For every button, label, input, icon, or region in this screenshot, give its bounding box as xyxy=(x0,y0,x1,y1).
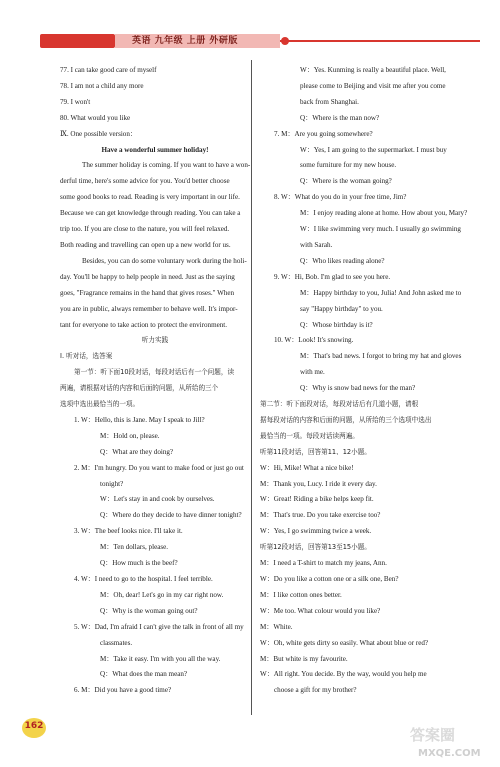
text-line: The summer holiday is coming. If you want to have a won- xyxy=(82,161,251,170)
text-line: 80. What would you like xyxy=(60,113,131,122)
text-line: Q：What does the man mean? xyxy=(100,670,188,679)
text-line: 听第11段对话，回答第11、12小题。 xyxy=(260,447,371,456)
text-line: Q：What are they doing? xyxy=(100,447,174,456)
text-line: Q：How much is the beef? xyxy=(100,559,178,568)
text-line: 5. W：Dad, I'm afraid I can't give the talk in front of all my xyxy=(74,622,244,631)
text-line: M：Take it easy. I'm with you all the way. xyxy=(100,654,221,663)
text-line: M：Thank you, Lucy. I ride it every day. xyxy=(260,479,377,488)
text-line: W：Hi, Mike! What a nice bike! xyxy=(260,463,354,472)
watermark-bottom: MXQE.COM xyxy=(418,748,481,759)
text-line: Ⅰ. 听对话，选答案 xyxy=(60,352,113,361)
text-line: Q：Where is the woman going? xyxy=(300,177,392,186)
text-line: 8. W：What do you do in your free time, Jim? xyxy=(274,193,407,202)
text-line: W：All right. You decide. By the way, would you help me xyxy=(260,670,427,679)
text-line: Both reading and travelling can open up a new world for us. xyxy=(60,240,231,249)
text-line: 据每段对话的内容和后面的问题，从所给的三个选项中选出 xyxy=(260,415,432,424)
header-red-tab xyxy=(40,34,115,48)
text-line: say "Happy birthday" to you. xyxy=(300,304,383,313)
text-line: Because we can get knowledge through reading. You can take a xyxy=(60,209,241,218)
text-line: back from Shanghai. xyxy=(300,97,359,106)
page-number-badge xyxy=(18,718,50,740)
text-line: W：Yes, I go swimming twice a week. xyxy=(260,527,372,536)
text-line: please come to Beijing and visit me after you come xyxy=(300,81,446,90)
text-line: 4. W：I need to go to the hospital. I feel terrible. xyxy=(74,575,213,583)
text-line: 第一节：听下面10段对话，每段对话后有一个问题，读 xyxy=(74,368,235,377)
text-line: 78. I am not a child any more xyxy=(60,81,144,90)
text-line: 最恰当的一项。每段对话读两遍。 xyxy=(260,431,359,440)
text-line: M：Ten dollars, please. xyxy=(100,543,169,552)
header-subject: 英语 九年级 上册 外研版 xyxy=(132,36,238,46)
text-line: M：I enjoy reading alone at home. How about you, Mary? xyxy=(300,209,468,218)
text-line: Q：Why is snow bad news for the man? xyxy=(300,384,416,393)
text-line: classmates. xyxy=(100,638,133,647)
text-line: you are in public, always remember to behave well. It's impor- xyxy=(60,304,238,313)
text-line: goes, "Fragrance remains in the hand that gives roses." When xyxy=(60,288,235,297)
text-line: some good books to read. Reading is very important in our life. xyxy=(60,193,240,202)
text-line: Q：Where is the man now? xyxy=(300,113,380,122)
text-line: 79. I won't xyxy=(60,97,91,106)
watermark-top: 答案圈 xyxy=(410,726,456,744)
text-line: M：Oh, dear! Let's go in my car right now. xyxy=(100,590,224,599)
text-line: 77. I can take good care of myself xyxy=(60,66,157,74)
text-line: derful time, here's some advice for you. You'd better choose xyxy=(60,177,230,186)
header-rule xyxy=(280,40,480,42)
text-line: Q：Whose birthday is it? xyxy=(300,320,373,329)
text-line: M：Hold on, please. xyxy=(100,431,160,440)
text-line: 7. M：Are you going somewhere? xyxy=(274,129,373,138)
text-line: 听力实践 xyxy=(141,336,169,345)
text-line: M：That's true. Do you take exercise too? xyxy=(260,511,381,520)
text-line: W：Do you like a cotton one or a silk one, Ben? xyxy=(260,575,399,583)
text-line: M：Happy birthday to you, Julia! And John asked me to xyxy=(300,288,462,297)
text-line: 10. W：Look! It's snowing. xyxy=(274,336,354,345)
watermark xyxy=(410,724,498,764)
text-line: M：White. xyxy=(260,622,293,631)
text-line: choose a gift for my brother? xyxy=(274,686,357,695)
text-line: Besides, you can do some voluntary work during the holi- xyxy=(82,256,247,265)
text-line: W：Yes. Kunming is really a beautiful place. Well, xyxy=(300,66,446,74)
text-line: Q：Why is the woman going out? xyxy=(100,606,198,615)
text-line: trip too. If you are close to the nature, you will feel relaxed. xyxy=(60,225,230,234)
text-line: W：I like swimming very much. I usually go swimming xyxy=(300,225,461,234)
text-line: 1. W：Hello, this is Jane. May I speak to Jill? xyxy=(74,415,205,424)
text-line: day. You'll be happy to help people in need. Just as the saying xyxy=(60,272,235,281)
text-line: M：That's bad news. I forgot to bring my hat and gloves xyxy=(300,352,462,361)
text-line: Have a wonderful summer holiday! xyxy=(101,145,209,154)
text-line: 2. M：I'm hungry. Do you want to make food or just go out xyxy=(74,463,244,472)
page-header xyxy=(0,0,500,58)
text-line: W：Oh, white gets dirty so easily. What about blue or red? xyxy=(260,638,429,647)
text-line: tant for everyone to take action to protect the environment. xyxy=(60,320,228,329)
text-line: 两遍，请根据对话的内容和后面的问题，从所给的三个 xyxy=(60,384,219,393)
text-line: W：Yes, I am going to the supermarket. I must buy xyxy=(300,145,447,154)
right-column xyxy=(260,63,490,699)
text-line: W：Great! Riding a bike helps keep fit. xyxy=(260,495,374,504)
text-line: M：I need a T-shirt to match my jeans, Ann. xyxy=(260,559,387,568)
text-line: Q：Who likes reading alone? xyxy=(300,256,385,265)
column-divider xyxy=(251,60,252,715)
text-line: some furniture for my new house. xyxy=(300,161,397,170)
text-line: with me. xyxy=(300,368,325,377)
header-dot-icon xyxy=(281,37,289,45)
left-column xyxy=(60,63,250,699)
text-line: 选项中选出最恰当的一项。 xyxy=(60,400,140,409)
text-line: 第二节：听下面段对话，每段对话后有几道小题，请根 xyxy=(260,400,419,409)
text-line: with Sarah. xyxy=(300,240,333,249)
text-line: tonight? xyxy=(100,479,124,488)
text-line: 听第12段对话，回答第13至15小题。 xyxy=(260,543,371,552)
page-number: 162 xyxy=(24,721,44,731)
text-line: Ⅸ. One possible version： xyxy=(60,129,137,138)
text-line: Q：Where do they decide to have dinner tonight? xyxy=(100,511,242,520)
text-line: W：Me too. What colour would you like? xyxy=(260,606,381,615)
text-line: 3. W：The beef looks nice. I'll take it. xyxy=(74,527,183,536)
text-line: W：Let's stay in and cook by ourselves. xyxy=(100,495,215,504)
text-line: M：I like cotton ones better. xyxy=(260,590,342,599)
text-line: 9. W：Hi, Bob. I'm glad to see you here. xyxy=(274,272,391,281)
text-line: M：But white is my favourite. xyxy=(260,654,348,663)
text-line: 6. M：Did you have a good time? xyxy=(74,686,172,695)
